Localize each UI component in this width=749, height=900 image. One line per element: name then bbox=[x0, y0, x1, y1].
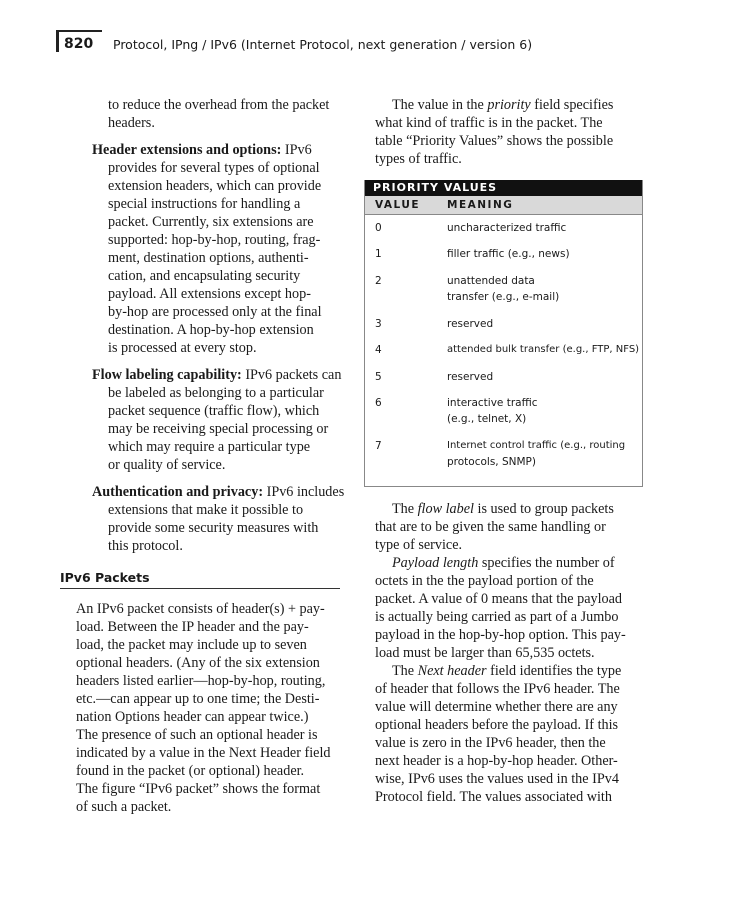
priority-paragraph: The value in the priority field specifies what kind of traffic is in the packet. The table “Priority Values” shows the possible types of traffic. bbox=[375, 97, 614, 167]
term-authentication: Authentication and privacy: bbox=[92, 484, 264, 500]
page-number: 820 bbox=[64, 36, 94, 52]
header-rule-vertical bbox=[56, 30, 59, 52]
definition-authentication: Authentication and privacy: IPv6 includes extensions that make it possible to provide some security measures with this protocol. bbox=[92, 484, 345, 554]
table-header-row bbox=[365, 196, 642, 215]
right-lower-text: The flow label is used to group packets that are to be given the same handling or type of service. Payload length specifies the number of octets in the the payload portion of the packet. A value of 0 means that the payload is actually being carried as part of a Jumbo payload in the hop-by-hop option. This pay- load must be larger than 65,535 octets. The Next header field identifies the type of header that follows the IPv6 header. The value will determine whether there are any optional headers before the payload. If this value is zero in the IPv6 header, then the next header is a hop-by-hop header. Other- wise, IPv6 uses the values used in the IPv4 Protocol field. The values associated with bbox=[375, 501, 626, 805]
priority-values-table: PRIORITY VALUES VALUE MEANING 0 uncharacterized traffic 1 filler traffic (e.g., news) 2 unattended data transfer (e.g., e-mail) 3 reserved 4 attended bulk transfer (e.g., FTP, NFS) 5 reserved 6 interactive traffic (e.g., telnet, X) 7 Internet control traffic (e.g., routing protocols, SNMP) bbox=[364, 180, 643, 487]
column-header-meaning: MEANING bbox=[447, 199, 514, 211]
left-column bbox=[92, 96, 354, 555]
section-body: An IPv6 packet consists of header(s) + pay- load. Between the IP header and the pay- load, the packet may include up to seven optional headers. (Any of the six extension headers listed earlier—hop-by-hop, routing, etc.—can appear up to one time; the Desti- nation Options header can appear twice.) The presence of such an optional header is indicated by a value in the Next Header field found in the packet (or optional) header. The figure “IPv6 packet” shows the format of such a packet. bbox=[76, 601, 331, 815]
term-flow-labeling: Flow labeling capability: bbox=[92, 367, 242, 383]
section-heading-wrap bbox=[60, 570, 340, 589]
definition-header-extensions: Header extensions and options: IPv6 provides for several types of optional extension headers, which can provide special instructions for handling a packet. Currently, six extensions are supported: hop-by-hop, routing, frag- ment, destination options, authenti- cation, and encapsulating security payload. All extensions except hop- by-hop are processed only at the final destination. A hop-by-hop extension is processed at every stop. bbox=[92, 142, 322, 356]
table-title: PRIORITY VALUES bbox=[365, 180, 642, 196]
header-rule-horizontal bbox=[56, 30, 102, 32]
section-title: IPv6 Packets bbox=[60, 570, 340, 589]
running-header-title: Protocol, IPng / IPv6 (Internet Protocol, next generation / version 6) bbox=[113, 37, 533, 52]
term-header-extensions: Header extensions and options: bbox=[92, 142, 282, 158]
continued-text: to reduce the overhead from the packet headers. bbox=[108, 97, 330, 131]
column-header-value: VALUE bbox=[375, 199, 421, 211]
definition-flow-labeling: Flow labeling capability: IPv6 packets can be labeled as belonging to a particular packet sequence (traffic flow), which may be receiving special processing or which may require a particular type or quality of service. bbox=[92, 367, 342, 473]
